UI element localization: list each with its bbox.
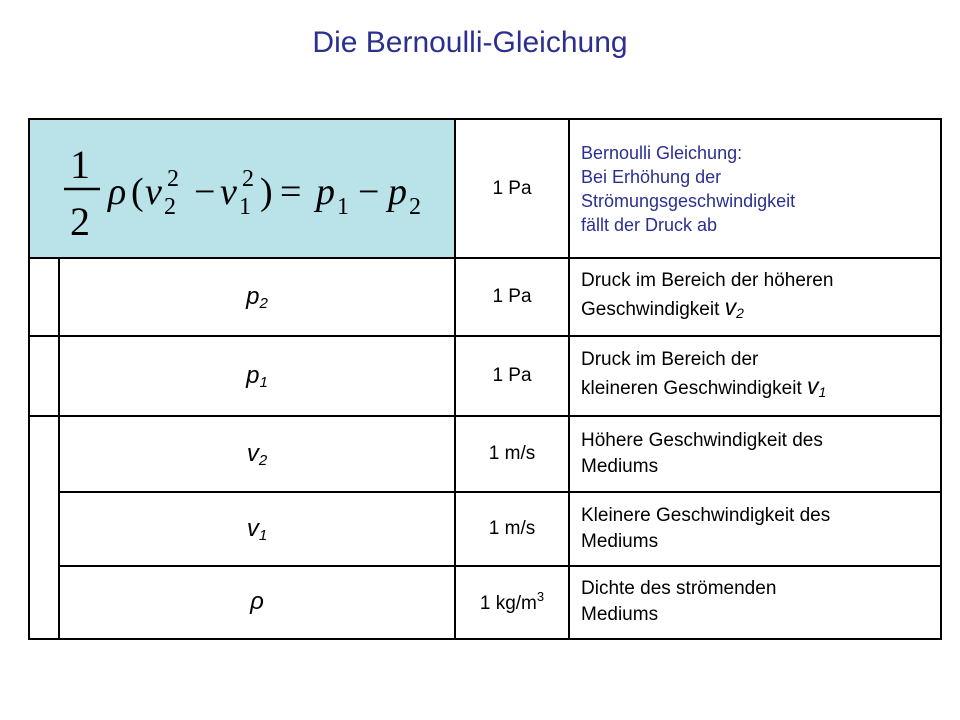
symbol-cell-v2 xyxy=(59,416,455,492)
row-divider xyxy=(30,415,940,417)
unit-cell-p1 xyxy=(455,336,569,416)
symbol: $p_2$ xyxy=(246,282,268,312)
unit-text: 1 Pa xyxy=(492,178,532,199)
row-divider xyxy=(30,335,940,337)
description-cell-rho xyxy=(569,566,940,638)
formula-fraction-numerator: 1 xyxy=(70,142,90,187)
svg-text:2: 2 xyxy=(409,194,421,220)
symbol-cell-p2 xyxy=(59,258,455,336)
formula-expression xyxy=(107,166,421,220)
row-divider xyxy=(30,257,940,259)
symbol: ρ xyxy=(250,588,264,615)
description-cell-p1 xyxy=(569,336,940,416)
symbol: $p_1$ xyxy=(246,361,268,391)
symbol-cell-rho xyxy=(59,566,455,638)
formula-cell xyxy=(30,120,455,258)
variable-v1: $v_1$ xyxy=(807,373,827,400)
svg-text:1: 1 xyxy=(239,194,251,220)
row-divider xyxy=(59,491,940,493)
svg-text:v: v xyxy=(145,171,162,213)
description-cell-v1 xyxy=(569,492,940,566)
svg-text:p: p xyxy=(316,171,335,213)
row-divider xyxy=(59,565,940,567)
unit-text: 1 m/s xyxy=(488,443,536,464)
desc-line: Bei Erhöhung der xyxy=(581,167,722,187)
desc-line: Geschwindigkeit $v_2$ xyxy=(581,294,744,321)
desc-line: Druck im Bereich der höheren xyxy=(581,270,834,291)
desc-line: Strömungsgeschwindigkeit xyxy=(581,191,796,211)
unit-text: 1 m/s xyxy=(488,518,536,539)
desc-line: fällt der Druck ab xyxy=(581,215,718,235)
svg-text:(: ( xyxy=(131,171,144,213)
bernoulli-formula xyxy=(58,128,438,252)
svg-text:ρ: ρ xyxy=(108,171,127,213)
svg-text:): ) xyxy=(260,171,273,213)
desc-line: Dichte des strömenden xyxy=(581,578,777,599)
symbol-cell-v1 xyxy=(59,492,455,566)
description-cell-v2 xyxy=(569,416,940,492)
svg-text:p: p xyxy=(388,171,407,213)
svg-text:−: − xyxy=(358,171,380,213)
svg-text:−: − xyxy=(194,171,216,213)
column-divider xyxy=(454,120,456,638)
column-divider xyxy=(568,120,570,638)
svg-text:2: 2 xyxy=(164,194,176,220)
desc-line: Mediums xyxy=(581,604,659,625)
unit-cell-p2 xyxy=(455,258,569,336)
svg-text:2: 2 xyxy=(242,166,254,192)
unit-text: 1 Pa xyxy=(492,286,532,307)
desc-line: Kleinere Geschwindigkeit des xyxy=(581,505,831,526)
unit-text: 1 $kg/m^3$ xyxy=(479,589,545,614)
bernoulli-table xyxy=(28,118,942,640)
formula-fraction-denominator: 2 xyxy=(70,199,90,244)
unit-cell-v1 xyxy=(455,492,569,566)
desc-line: Bernoulli Gleichung: xyxy=(581,143,743,163)
desc-line: Mediums xyxy=(581,456,659,477)
desc-line: Mediums xyxy=(581,531,659,552)
symbol-cell-p1 xyxy=(59,336,455,416)
variable-v2: $v_2$ xyxy=(724,294,744,321)
svg-text:v: v xyxy=(220,171,237,213)
unit-cell-rho xyxy=(455,566,569,638)
description-cell-bernoulli xyxy=(569,120,940,258)
svg-text:1: 1 xyxy=(337,194,349,220)
description-cell-p2 xyxy=(569,258,940,336)
desc-line: kleineren Geschwindigkeit $v_1$ xyxy=(581,373,827,400)
symbol: $v_1$ xyxy=(246,514,268,544)
desc-line: Höhere Geschwindigkeit des xyxy=(581,430,823,451)
unit-cell-bernoulli xyxy=(455,120,569,258)
page-title: Die Bernoulli-Gleichung xyxy=(312,26,628,59)
column-divider xyxy=(58,258,60,638)
svg-text:=: = xyxy=(280,171,302,213)
svg-text:2: 2 xyxy=(167,166,179,192)
unit-cell-v2 xyxy=(455,416,569,492)
unit-text: 1 Pa xyxy=(492,365,532,386)
symbol: $v_2$ xyxy=(246,439,268,469)
desc-line: Druck im Bereich der xyxy=(581,349,759,370)
